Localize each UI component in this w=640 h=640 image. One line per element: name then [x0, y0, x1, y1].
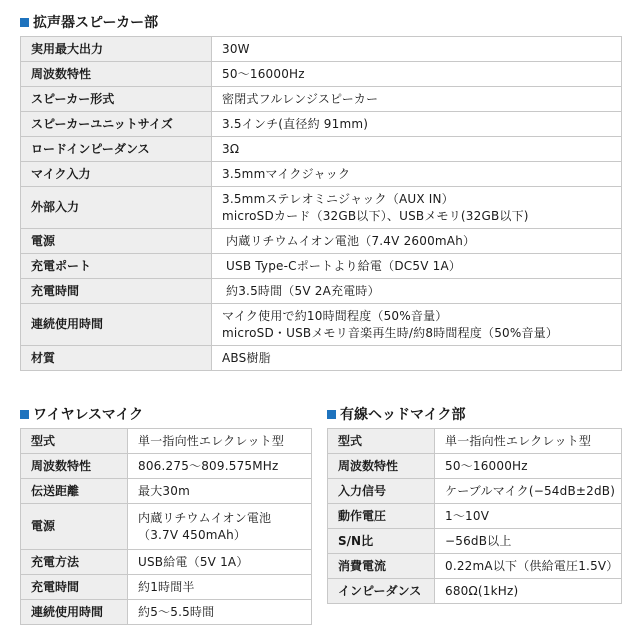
spec-label: 周波数特性 — [328, 454, 435, 479]
table-row — [21, 304, 622, 346]
spec-value — [435, 454, 622, 479]
square-bullet-icon — [327, 410, 336, 419]
table-row — [21, 229, 622, 254]
spec-value — [212, 137, 622, 162]
spec-label: 充電ポート — [21, 254, 212, 279]
spec-label: 周波数特性 — [21, 62, 212, 87]
spec-value — [212, 346, 622, 371]
table-row — [21, 87, 622, 112]
table-row — [21, 504, 312, 550]
table-row — [21, 479, 312, 504]
spec-value-line: 3Ω — [222, 141, 240, 156]
spec-value — [435, 554, 622, 579]
spec-value-line: microSD・USBメモリ音楽再生時/約8時間程度（50%音量） — [222, 325, 559, 340]
spec-value-line: ケーブルマイク(−54dB±2dB) — [445, 483, 616, 498]
spec-label: 動作電圧 — [328, 504, 435, 529]
table-row — [21, 137, 622, 162]
spec-value-line: 3.5インチ(直径約 91mm) — [222, 116, 369, 131]
table-row — [21, 62, 622, 87]
spec-label: 連続使用時間 — [21, 600, 128, 625]
spec-value — [435, 504, 622, 529]
spec-value-line: 約3.5時間（5V 2A充電時） — [222, 283, 380, 298]
spec-value — [128, 454, 312, 479]
spec-value-line: 約1時間半 — [138, 579, 195, 594]
table-row — [21, 112, 622, 137]
spec-value — [128, 575, 312, 600]
spec-value — [128, 479, 312, 504]
spec-label: スピーカー形式 — [21, 87, 212, 112]
spec-value — [128, 550, 312, 575]
headset-mic-spec-table — [327, 428, 622, 604]
spec-value-line: 約5～5.5時間 — [138, 604, 215, 619]
spec-value — [212, 37, 622, 62]
table-row — [328, 579, 622, 604]
spec-value-line: 3.5mmステレオミニジャック（AUX IN） — [222, 191, 454, 206]
spec-value — [212, 229, 622, 254]
spec-value-line: マイク使用で約10時間程度（50%音量） — [222, 308, 448, 323]
spec-value-line: USB Type-Cポートより給電（DC5V 1A） — [222, 258, 462, 273]
speaker-section-title — [20, 12, 158, 32]
table-row — [328, 454, 622, 479]
spec-label: 実用最大出力 — [21, 37, 212, 62]
table-row — [328, 554, 622, 579]
wireless-mic-spec-table — [20, 428, 312, 625]
spec-value — [212, 112, 622, 137]
square-bullet-icon — [20, 18, 29, 27]
spec-value-line: 単一指向性エレクレット型 — [445, 433, 592, 448]
spec-label: 周波数特性 — [21, 454, 128, 479]
spec-value — [435, 579, 622, 604]
spec-value — [128, 504, 312, 550]
spec-label: 電源 — [21, 229, 212, 254]
spec-value-line: 3.5mmマイクジャック — [222, 166, 351, 181]
spec-label: マイク入力 — [21, 162, 212, 187]
table-row — [21, 600, 312, 625]
speaker-spec-table — [20, 36, 622, 371]
table-row — [328, 529, 622, 554]
wireless-mic-section-title — [20, 404, 143, 424]
spec-label: 充電時間 — [21, 575, 128, 600]
table-row — [21, 254, 622, 279]
spec-value-line: 806.275～809.575MHz — [138, 458, 279, 473]
spec-value — [212, 254, 622, 279]
spec-label: 消費電流 — [328, 554, 435, 579]
spec-value-line: 内蔵リチウムイオン電池（7.4V 2600mAh） — [222, 233, 476, 248]
spec-value-line: microSDカード（32GB以下）、USBメモリ(32GB以下) — [222, 208, 529, 223]
spec-value-line: 1～10V — [445, 508, 490, 523]
spec-label: 充電方法 — [21, 550, 128, 575]
spec-value-line: 30W — [222, 41, 250, 56]
table-row — [328, 429, 622, 454]
table-row — [328, 479, 622, 504]
spec-value-line: 単一指向性エレクレット型 — [138, 433, 285, 448]
spec-label: 充電時間 — [21, 279, 212, 304]
spec-label: 外部入力 — [21, 187, 212, 229]
spec-value-line: −56dB以上 — [445, 533, 512, 548]
spec-label: 連続使用時間 — [21, 304, 212, 346]
table-row — [21, 429, 312, 454]
spec-value — [128, 600, 312, 625]
spec-label: 電源 — [21, 504, 128, 550]
spec-label: 入力信号 — [328, 479, 435, 504]
spec-label: スピーカーユニットサイズ — [21, 112, 212, 137]
spec-value — [212, 87, 622, 112]
spec-value — [435, 479, 622, 504]
table-row — [21, 550, 312, 575]
spec-label: 伝送距離 — [21, 479, 128, 504]
headset-mic-title-text: 有線ヘッドマイク部 — [340, 407, 466, 423]
table-row — [21, 187, 622, 229]
spec-value — [212, 162, 622, 187]
spec-label: S/N比 — [328, 529, 435, 554]
square-bullet-icon — [20, 410, 29, 419]
table-row — [21, 346, 622, 371]
table-row — [21, 279, 622, 304]
spec-value-line: 680Ω(1kHz) — [445, 583, 519, 598]
wireless-mic-title-text: ワイヤレスマイク — [33, 407, 144, 423]
spec-value-line: 0.22mA以下（供給電圧1.5V） — [445, 558, 619, 573]
spec-value-line: 50～16000Hz — [445, 458, 528, 473]
speaker-title-text: 拡声器スピーカー部 — [33, 15, 159, 31]
spec-value — [435, 529, 622, 554]
spec-value — [212, 187, 622, 229]
table-row — [21, 37, 622, 62]
spec-value — [212, 304, 622, 346]
spec-value — [212, 279, 622, 304]
table-row — [21, 162, 622, 187]
headset-mic-section-title — [327, 404, 465, 424]
spec-label: 型式 — [328, 429, 435, 454]
spec-value-line: 最大30m — [138, 483, 190, 498]
spec-label: 型式 — [21, 429, 128, 454]
spec-label: ロードインピーダンス — [21, 137, 212, 162]
spec-label: 材質 — [21, 346, 212, 371]
spec-value — [435, 429, 622, 454]
table-row — [21, 575, 312, 600]
spec-value-line: 内蔵リチウムイオン電池 — [138, 510, 272, 525]
spec-value-line: USB給電（5V 1A） — [138, 554, 249, 569]
spec-label: インピーダンス — [328, 579, 435, 604]
table-row — [21, 454, 312, 479]
spec-value-line: ABS樹脂 — [222, 350, 271, 365]
spec-value — [212, 62, 622, 87]
table-row — [328, 504, 622, 529]
spec-value-line: （3.7V 450mAh） — [138, 527, 247, 542]
spec-value-line: 50～16000Hz — [222, 66, 305, 81]
spec-value — [128, 429, 312, 454]
spec-value-line: 密閉式フルレンジスピーカー — [222, 91, 379, 106]
